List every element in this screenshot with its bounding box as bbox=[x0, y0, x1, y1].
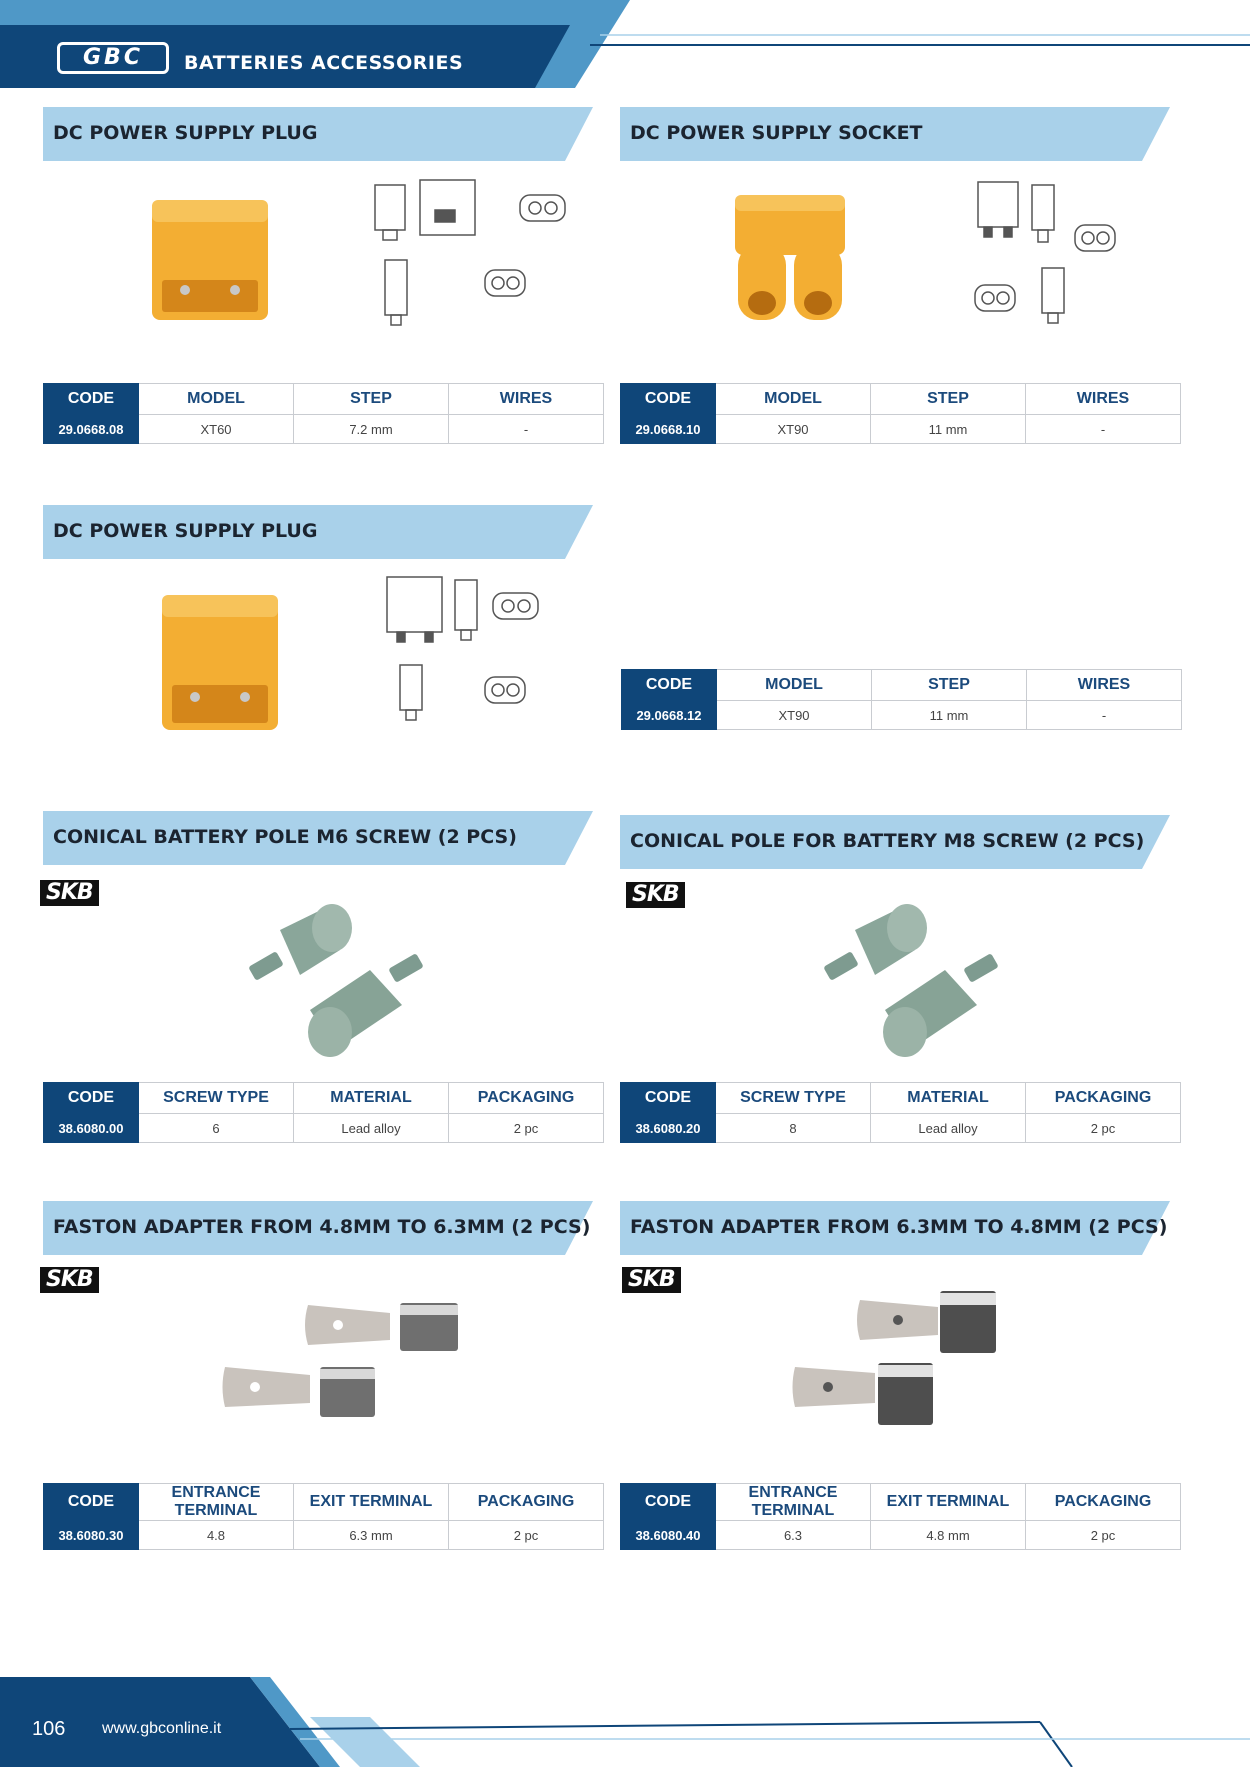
column-header: WIRES bbox=[449, 384, 604, 415]
spec-value: 6 bbox=[139, 1114, 294, 1143]
gbc-logo: GBC bbox=[57, 42, 169, 74]
header-band bbox=[0, 0, 1250, 100]
spec-value: XT90 bbox=[716, 415, 871, 444]
column-header: EXIT TERMINAL bbox=[294, 1484, 449, 1521]
skb-brand-logo: SKB bbox=[622, 1267, 681, 1293]
column-header: STEP bbox=[871, 384, 1026, 415]
column-header: ENTRANCE TERMINAL bbox=[139, 1484, 294, 1521]
spec-table bbox=[43, 1483, 604, 1550]
spec-value: - bbox=[1026, 415, 1181, 444]
spec-value: 6.3 mm bbox=[294, 1521, 449, 1550]
spec-table bbox=[620, 383, 1181, 444]
spec-value: 2 pc bbox=[449, 1521, 604, 1550]
section-title: CONICAL POLE FOR BATTERY M8 SCREW (2 PCS) bbox=[630, 830, 1145, 852]
spec-value: - bbox=[449, 415, 604, 444]
column-header: WIRES bbox=[1026, 384, 1181, 415]
section-title-bar bbox=[43, 1201, 593, 1255]
spec-table bbox=[43, 383, 604, 444]
product-code: 38.6080.30 bbox=[44, 1521, 139, 1550]
product-code: 38.6080.20 bbox=[621, 1114, 716, 1143]
page-number: 106 bbox=[32, 1718, 66, 1740]
section-title: FASTON ADAPTER FROM 6.3MM TO 4.8MM (2 PCS) bbox=[630, 1216, 1168, 1238]
spec-value: Lead alloy bbox=[294, 1114, 449, 1143]
spec-value: 11 mm bbox=[872, 701, 1027, 730]
skb-brand-logo: SKB bbox=[40, 1267, 99, 1293]
column-header: SCREW TYPE bbox=[716, 1083, 871, 1114]
spec-table bbox=[620, 1082, 1181, 1143]
column-header-code: CODE bbox=[44, 1083, 139, 1114]
spec-table bbox=[621, 669, 1182, 730]
spec-table bbox=[620, 1483, 1181, 1550]
product-code: 29.0668.08 bbox=[44, 415, 139, 444]
column-header: EXIT TERMINAL bbox=[871, 1484, 1026, 1521]
column-header: WIRES bbox=[1027, 670, 1182, 701]
column-header: MODEL bbox=[139, 384, 294, 415]
spec-value: XT90 bbox=[717, 701, 872, 730]
column-header-code: CODE bbox=[621, 1484, 716, 1521]
catalog-section-title: BATTERIES ACCESSORIES bbox=[184, 52, 464, 74]
faston-adapter-photo bbox=[220, 1295, 465, 1425]
section-title: DC POWER SUPPLY PLUG bbox=[53, 520, 318, 542]
section-title-bar bbox=[620, 815, 1170, 869]
spec-value: 2 pc bbox=[449, 1114, 604, 1143]
technical-drawing bbox=[365, 170, 590, 330]
column-header-code: CODE bbox=[44, 1484, 139, 1521]
website-url: www.gbconline.it bbox=[102, 1720, 222, 1737]
connector-plug-photo bbox=[140, 185, 280, 335]
section-title-bar bbox=[43, 811, 593, 865]
column-header: MATERIAL bbox=[871, 1083, 1026, 1114]
connector-socket-photo bbox=[720, 185, 860, 335]
section-title-bar bbox=[620, 107, 1170, 161]
faston-adapter-photo bbox=[790, 1285, 1005, 1430]
column-header: PACKAGING bbox=[449, 1484, 604, 1521]
product-code: 38.6080.40 bbox=[621, 1521, 716, 1550]
column-header-code: CODE bbox=[621, 1083, 716, 1114]
column-header: MODEL bbox=[717, 670, 872, 701]
skb-brand-logo: SKB bbox=[40, 880, 99, 906]
spec-value: 6.3 bbox=[716, 1521, 871, 1550]
footer-band bbox=[0, 1667, 1250, 1767]
spec-value: 8 bbox=[716, 1114, 871, 1143]
connector-plug-photo bbox=[150, 585, 290, 740]
column-header: ENTRANCE TERMINAL bbox=[716, 1484, 871, 1521]
section-title-bar bbox=[620, 1201, 1170, 1255]
spec-value: 4.8 mm bbox=[871, 1521, 1026, 1550]
spec-value: 7.2 mm bbox=[294, 415, 449, 444]
section-title-bar bbox=[43, 505, 593, 559]
product-code: 29.0668.10 bbox=[621, 415, 716, 444]
column-header: PACKAGING bbox=[1026, 1083, 1181, 1114]
column-header-code: CODE bbox=[622, 670, 717, 701]
section-title: CONICAL BATTERY POLE M6 SCREW (2 PCS) bbox=[53, 826, 517, 848]
lead-pole-photo bbox=[815, 890, 1015, 1060]
column-header: PACKAGING bbox=[449, 1083, 604, 1114]
column-header-code: CODE bbox=[621, 384, 716, 415]
spec-value: Lead alloy bbox=[871, 1114, 1026, 1143]
spec-value: 2 pc bbox=[1026, 1521, 1181, 1550]
section-title: DC POWER SUPPLY SOCKET bbox=[630, 122, 923, 144]
technical-drawing bbox=[960, 170, 1145, 330]
column-header: SCREW TYPE bbox=[139, 1083, 294, 1114]
column-header: MODEL bbox=[716, 384, 871, 415]
section-title: FASTON ADAPTER FROM 4.8MM TO 6.3MM (2 PCS) bbox=[53, 1216, 591, 1238]
column-header-code: CODE bbox=[44, 384, 139, 415]
spec-value: XT60 bbox=[139, 415, 294, 444]
column-header: STEP bbox=[294, 384, 449, 415]
technical-drawing bbox=[375, 565, 575, 730]
spec-value: 4.8 bbox=[139, 1521, 294, 1550]
spec-value: 2 pc bbox=[1026, 1114, 1181, 1143]
product-code: 29.0668.12 bbox=[622, 701, 717, 730]
column-header: STEP bbox=[872, 670, 1027, 701]
section-title-bar bbox=[43, 107, 593, 161]
section-title: DC POWER SUPPLY PLUG bbox=[53, 122, 318, 144]
column-header: MATERIAL bbox=[294, 1083, 449, 1114]
lead-pole-photo bbox=[240, 890, 440, 1060]
spec-table bbox=[43, 1082, 604, 1143]
column-header: PACKAGING bbox=[1026, 1484, 1181, 1521]
spec-value: - bbox=[1027, 701, 1182, 730]
product-code: 38.6080.00 bbox=[44, 1114, 139, 1143]
skb-brand-logo: SKB bbox=[626, 882, 685, 908]
spec-value: 11 mm bbox=[871, 415, 1026, 444]
